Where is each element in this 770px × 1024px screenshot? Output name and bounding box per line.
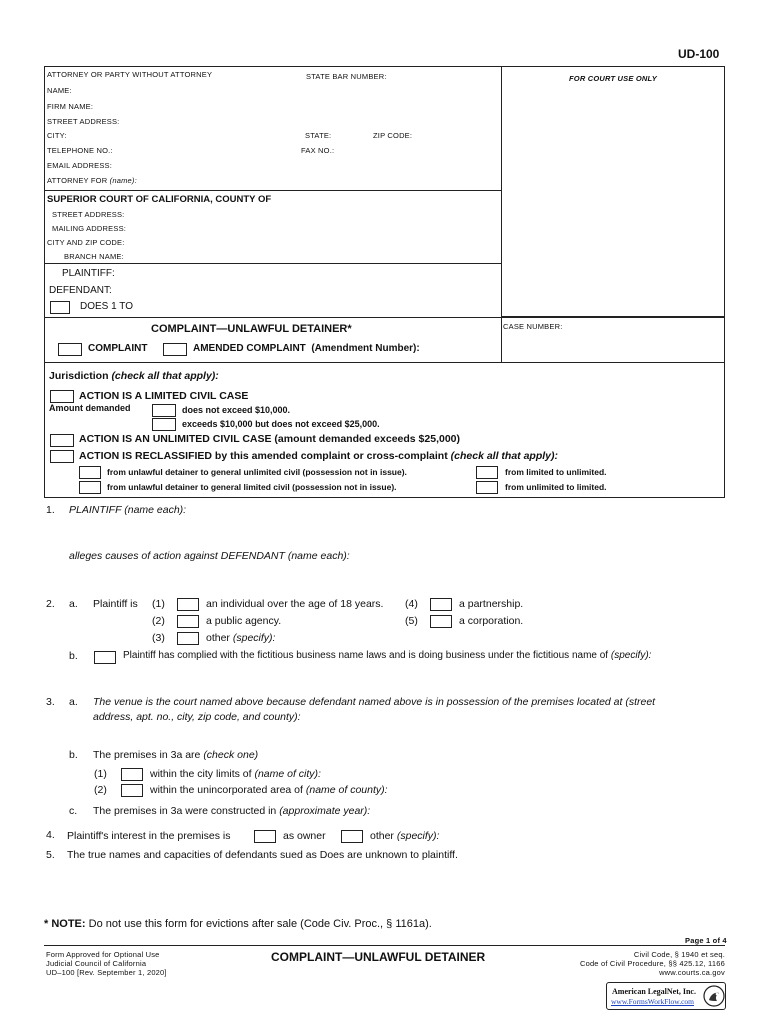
code-line-2: Code of Civil Procedure, §§ 425.12, 1166 (579, 959, 725, 968)
corporation-label: a corporation. (459, 615, 524, 627)
city-limits-label: within the city limits of (name of city): (150, 768, 321, 780)
does-checkbox[interactable] (50, 301, 70, 314)
item-3c-letter: c. (69, 805, 78, 817)
option-5-number: (5) (405, 615, 418, 627)
option-4-number: (4) (405, 598, 418, 610)
exceeds-checkbox[interactable] (152, 418, 176, 431)
interest-other-checkbox[interactable] (341, 830, 363, 843)
premises-are-label: The premises in 3a are (check one) (93, 749, 259, 761)
complaint-title: COMPLAINT—UNLAWFUL DETAINER* (151, 323, 352, 335)
item-3a-letter: a. (69, 696, 78, 708)
attorney-box (44, 66, 502, 191)
public-agency-label: a public agency. (206, 615, 282, 627)
unincorporated-label: within the unincorporated area of (name of county): (150, 784, 388, 796)
option-1-number: (1) (152, 598, 165, 610)
unlimited-to-limited-label: from unlimited to limited. (505, 482, 607, 492)
item-5-number: 5. (46, 849, 55, 861)
firm-label: FIRM NAME: (47, 102, 94, 111)
owner-label: as owner (283, 830, 326, 842)
other-label: other (specify): (206, 632, 276, 644)
court-use-label: FOR COURT USE ONLY (569, 74, 657, 83)
item-2a-letter: a. (69, 598, 78, 610)
limited-case-checkbox[interactable] (50, 390, 74, 403)
item-4-number: 4. (46, 829, 55, 841)
alleges-label: alleges causes of action against DEFENDANT (name each): (69, 550, 350, 562)
individual-label: an individual over the age of 18 years. (206, 598, 384, 610)
unlimited-case-label: ACTION IS AN UNLIMITED CIVIL CASE (amount demanded exceeds $25,000) (79, 433, 460, 445)
ud-unlimited-checkbox[interactable] (79, 466, 101, 479)
email-label: EMAIL ADDRESS: (47, 161, 113, 170)
jurisdiction-box (44, 362, 725, 498)
approved-line-3: UD–100 [Rev. September 1, 2020] (46, 968, 167, 977)
court-street-label: STREET ADDRESS: (52, 210, 125, 219)
code-line-1: Civil Code, § 1940 et seq. (633, 950, 725, 959)
footer-rule (44, 945, 725, 946)
interest-other-label: other (specify): (370, 830, 440, 842)
ud-limited-label: from unlawful detainer to general limited civil (possession not in issue). (107, 482, 397, 492)
court-title: SUPERIOR COURT OF CALIFORNIA, COUNTY OF (47, 194, 272, 205)
court-branch-label: BRANCH NAME: (64, 252, 124, 261)
approved-line-1: Form Approved for Optional Use (46, 950, 160, 959)
complaint-label: COMPLAINT (88, 343, 148, 354)
unlimited-case-checkbox[interactable] (50, 434, 74, 447)
interest-label: Plaintiff's interest in the premises is (67, 830, 231, 842)
publisher-logo-icon (703, 985, 725, 1007)
option-2-number: (2) (152, 615, 165, 627)
approved-line-2: Judicial Council of California (46, 959, 147, 968)
exceeds-label: exceeds $10,000 but does not exceed $25,000. (182, 419, 380, 429)
city-label: CITY: (47, 131, 67, 140)
public-agency-checkbox[interactable] (177, 615, 199, 628)
publisher-url[interactable]: www.FormsWorkFlow.com (611, 997, 695, 1006)
does-label: DOES 1 TO (80, 301, 133, 312)
footer-title: COMPLAINT—UNLAWFUL DETAINER (271, 950, 486, 964)
ud-unlimited-label: from unlawful detainer to general unlimited civil (possession not in issue). (107, 467, 407, 477)
court-use-box (501, 66, 725, 317)
venue-line-2: address, apt. no., city, zip code, and county): (93, 711, 301, 723)
page-number: Page 1 of 4 (685, 936, 727, 945)
not-exceed-checkbox[interactable] (152, 404, 176, 417)
amended-complaint-label: AMENDED COMPLAINT (Amendment Number): (193, 343, 420, 354)
reclassified-checkbox[interactable] (50, 450, 74, 463)
reclassified-label: ACTION IS RECLASSIFIED by this amended complaint or cross-complaint (check all that apply): (79, 450, 559, 462)
unlimited-to-limited-checkbox[interactable] (476, 481, 498, 494)
unincorporated-checkbox[interactable] (121, 784, 143, 797)
other-checkbox[interactable] (177, 632, 199, 645)
defendant-label: DEFENDANT: (49, 285, 112, 296)
court-city-zip-label: CITY AND ZIP CODE: (47, 238, 125, 247)
option-3b2-number: (2) (94, 784, 107, 796)
publisher-name: American LegalNet, Inc. (612, 987, 696, 996)
fictitious-name-label: Plaintiff has complied with the fictitious business name laws and is doing business under the fictitious name of (specify): (123, 650, 652, 661)
plaintiff-label: PLAINTIFF: (62, 268, 115, 279)
corporation-checkbox[interactable] (430, 615, 452, 628)
constructed-label: The premises in 3a were constructed in (approximate year): (93, 805, 371, 817)
fictitious-name-checkbox[interactable] (94, 651, 116, 664)
plaintiff-is-label: Plaintiff is (93, 598, 138, 610)
owner-checkbox[interactable] (254, 830, 276, 843)
limited-to-unlimited-checkbox[interactable] (476, 466, 498, 479)
case-number-label: CASE NUMBER: (503, 322, 563, 331)
code-line-3: www.courts.ca.gov (659, 968, 725, 977)
item-2b-letter: b. (69, 650, 78, 662)
attorney-header: ATTORNEY OR PARTY WITHOUT ATTORNEY (47, 70, 213, 79)
court-mailing-label: MAILING ADDRESS: (52, 224, 127, 233)
street-label: STREET ADDRESS: (47, 117, 120, 126)
item-2-number: 2. (46, 598, 55, 610)
partnership-label: a partnership. (459, 598, 524, 610)
state-bar-label: STATE BAR NUMBER: (306, 72, 387, 81)
complaint-checkbox[interactable] (58, 343, 82, 356)
attorney-for-label: ATTORNEY FOR (name): (47, 176, 137, 185)
item-3b-letter: b. (69, 749, 78, 761)
phone-label: TELEPHONE NO.: (47, 146, 113, 155)
does-unknown-label: The true names and capacities of defendants sued as Does are unknown to plaintiff. (67, 849, 458, 861)
fax-label: FAX NO.: (301, 146, 335, 155)
plaintiff-name-each: PLAINTIFF (name each): (69, 504, 187, 516)
state-label: STATE: (305, 131, 332, 140)
publisher-stamp (606, 982, 726, 1010)
item-3-number: 3. (46, 696, 55, 708)
individual-checkbox[interactable] (177, 598, 199, 611)
amended-complaint-checkbox[interactable] (163, 343, 187, 356)
amount-demanded-label: Amount demanded (49, 403, 131, 413)
limited-case-label: ACTION IS A LIMITED CIVIL CASE (79, 390, 249, 402)
option-3b1-number: (1) (94, 768, 107, 780)
ud-limited-checkbox[interactable] (79, 481, 101, 494)
city-limits-checkbox[interactable] (121, 768, 143, 781)
note: * NOTE: Do not use this form for evictions after sale (Code Civ. Proc., § 1161a). (44, 918, 432, 930)
item-1-number: 1. (46, 504, 55, 516)
name-label: NAME: (47, 86, 72, 95)
form-id: UD-100 (678, 47, 720, 61)
zip-label: ZIP CODE: (373, 131, 413, 140)
not-exceed-label: does not exceed $10,000. (182, 405, 291, 415)
partnership-checkbox[interactable] (430, 598, 452, 611)
limited-to-unlimited-label: from limited to unlimited. (505, 467, 607, 477)
option-3-number: (3) (152, 632, 165, 644)
jurisdiction-heading: Jurisdiction (check all that apply): (49, 370, 219, 382)
venue-line-1: The venue is the court named above because defendant named above is in possession of the premises located at (street (93, 696, 656, 708)
